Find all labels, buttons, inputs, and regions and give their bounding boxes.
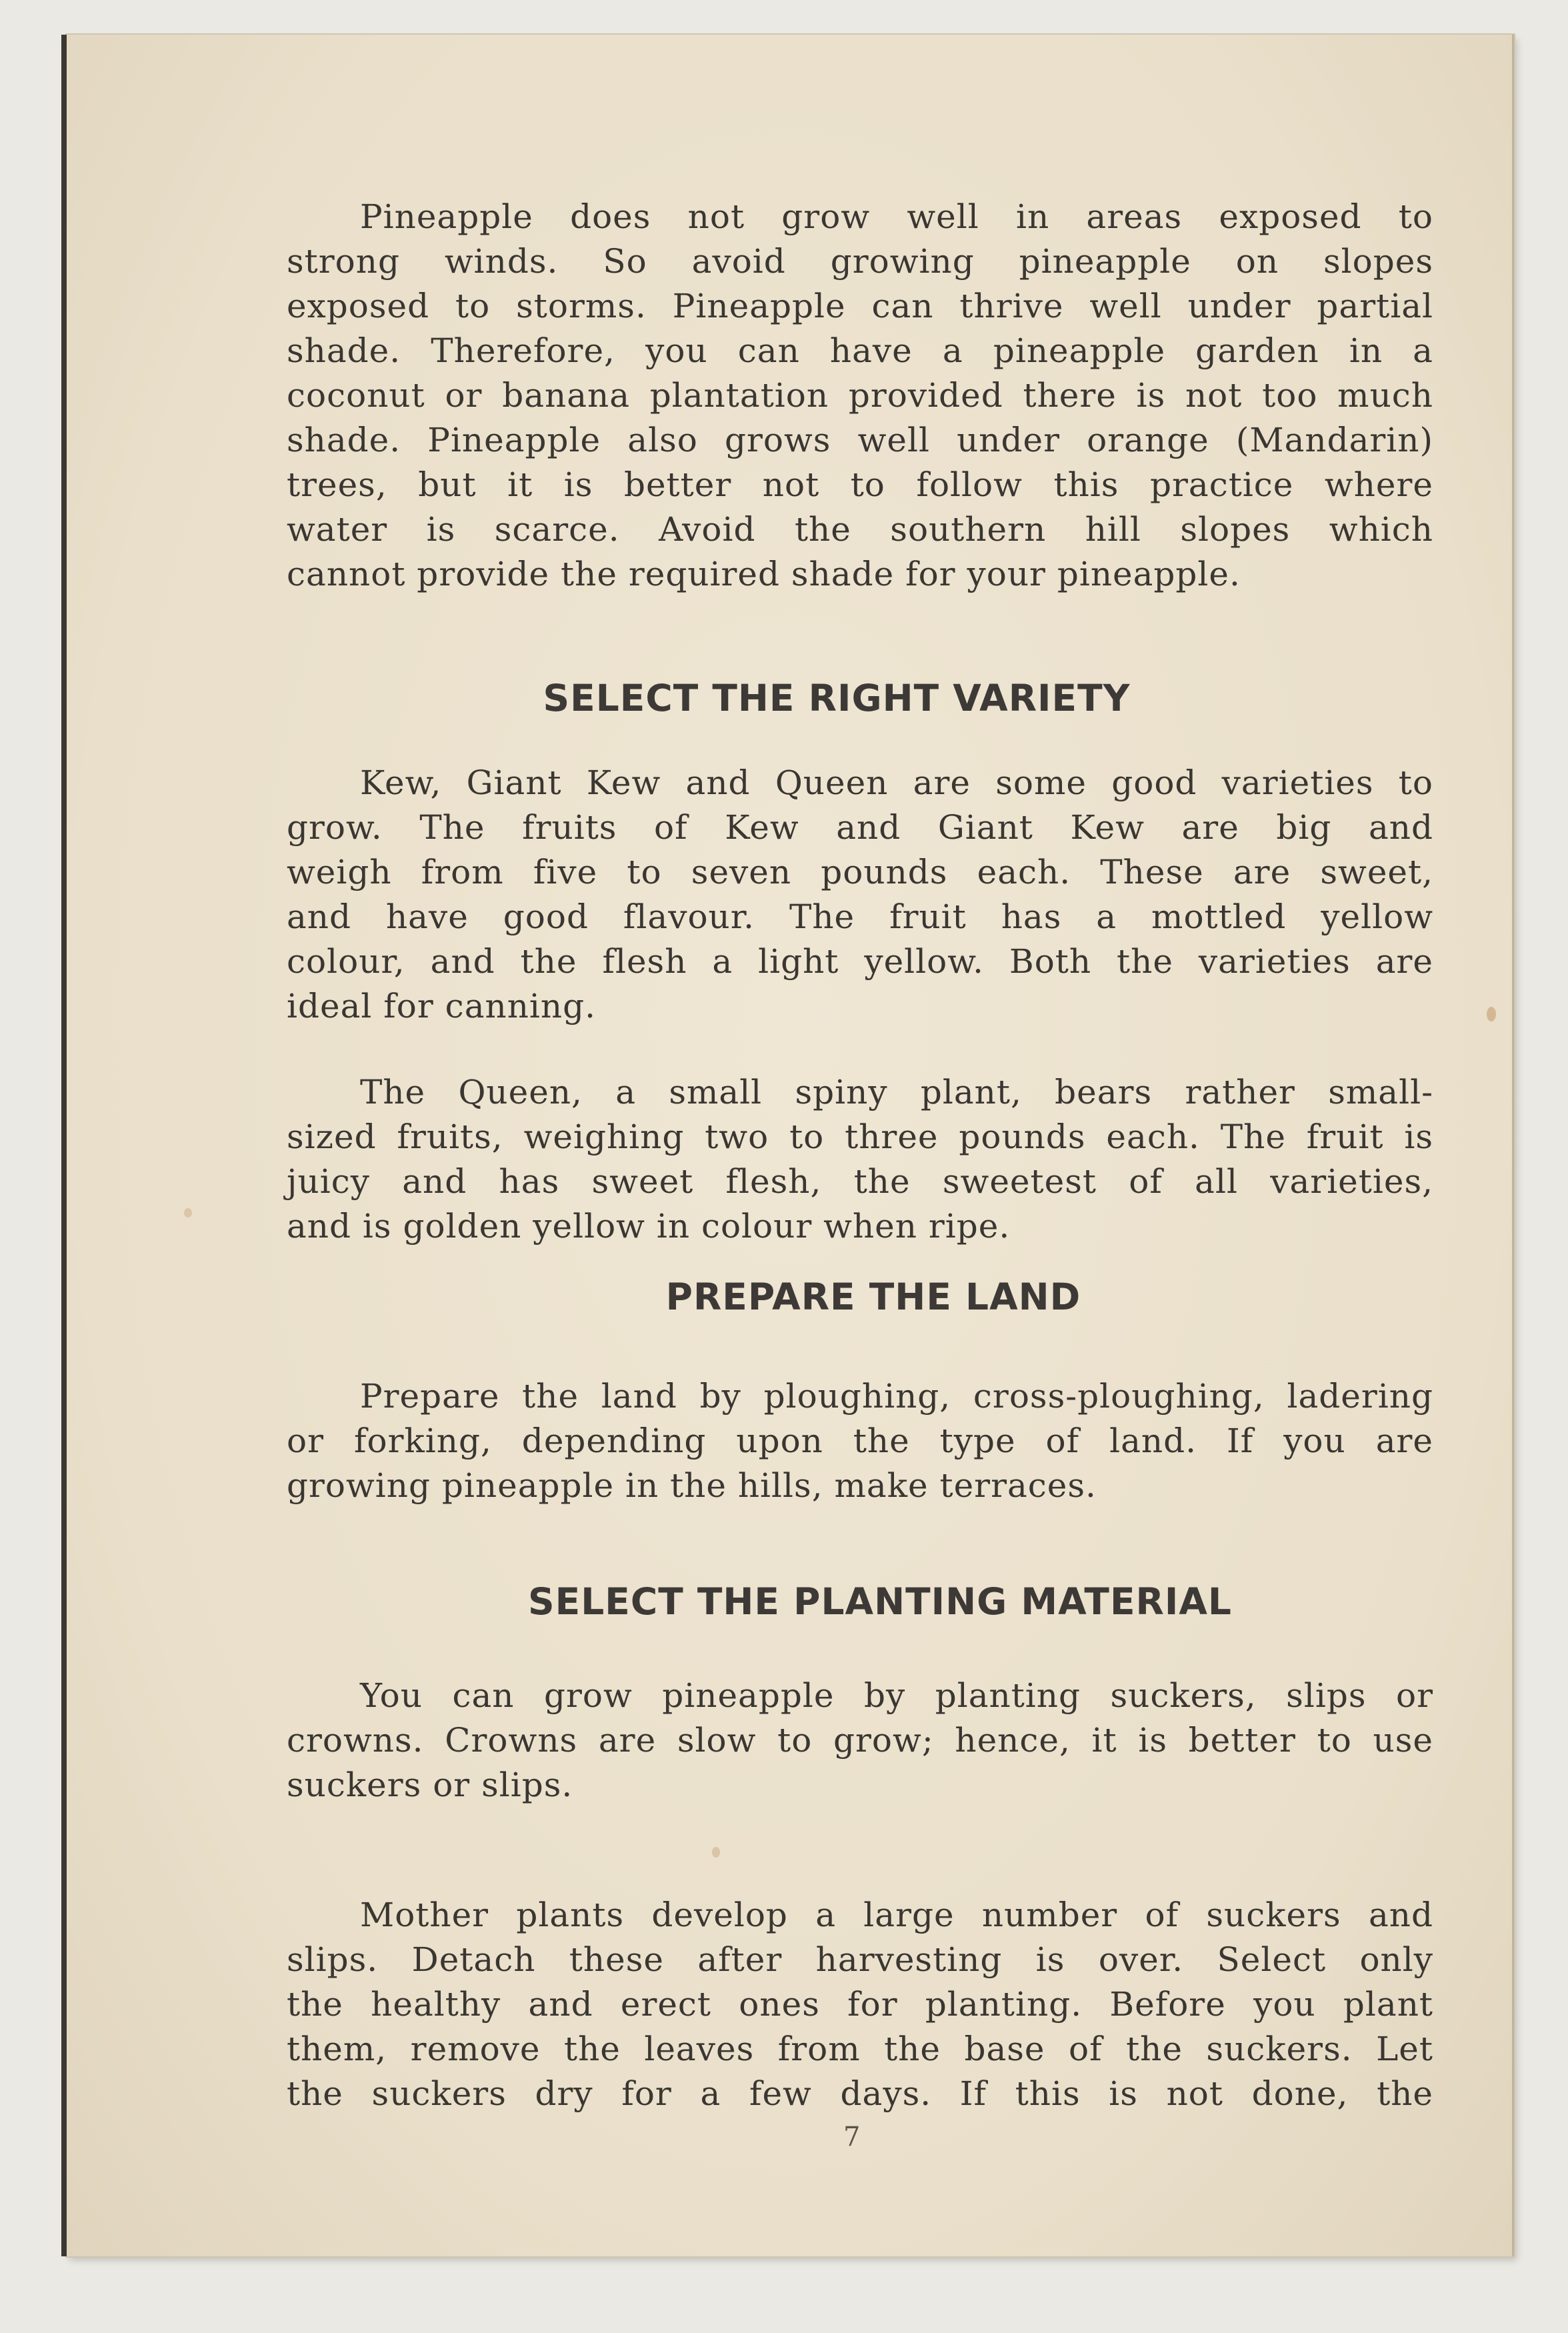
text-line: slips. Detach these after harvesting is over. Select only <box>287 1940 1433 1979</box>
text-line: Kew, Giant Kew and Queen are some good varieties to <box>360 763 1433 802</box>
text-line: sized fruits, weighing two to three pounds each. The fruit is <box>287 1117 1433 1156</box>
text-line: and have good flavour. The fruit has a mottled yellow <box>287 897 1433 936</box>
text-line: Pineapple does not grow well in areas exposed to <box>360 197 1433 236</box>
page-content <box>287 195 1433 2116</box>
stain-spot <box>1487 1007 1496 1021</box>
paragraph-land-preparation <box>287 1374 1433 1508</box>
text-line: juicy and has sweet flesh, the sweetest of all varieties, <box>287 1162 1433 1201</box>
paragraph-queen-variety <box>287 1070 1433 1249</box>
text-line: Mother plants develop a large number of suckers and <box>360 1896 1433 1934</box>
text-line: Prepare the land by ploughing, cross-ploughing, ladering <box>360 1377 1433 1416</box>
text-line: and is golden yellow in colour when ripe. <box>287 1207 1011 1246</box>
text-line: colour, and the flesh a light yellow. Both the varieties are <box>287 942 1433 981</box>
heading-prepare-land: PREPARE THE LAND <box>665 1276 1081 1318</box>
document-page <box>67 35 1514 2256</box>
text-line: crowns. Crowns are slow to grow; hence, it is better to use <box>287 1721 1433 1760</box>
paragraph-mother-plants <box>287 1893 1433 2116</box>
heading-select-variety: SELECT THE RIGHT VARIETY <box>543 677 1131 719</box>
text-line: the suckers dry for a few days. If this is not done, the <box>287 2074 1433 2113</box>
paragraph-planting-options <box>287 1674 1433 1808</box>
text-line: or forking, depending upon the type of land. If you are <box>287 1422 1433 1460</box>
paragraph-wind-exposure <box>287 195 1433 597</box>
text-line: ideal for canning. <box>287 987 596 1025</box>
text-line: shade. Pineapple also grows well under orange (Mandarin) <box>287 421 1433 459</box>
text-line: suckers or slips. <box>287 1766 573 1804</box>
text-line: cannot provide the required shade for your pineapple. <box>287 555 1241 593</box>
text-line: strong winds. So avoid growing pineapple on slopes <box>287 242 1433 281</box>
text-line: grow. The fruits of Kew and Giant Kew are big and <box>287 808 1433 847</box>
text-line: You can grow pineapple by planting suckers, slips or <box>360 1676 1433 1715</box>
text-line: shade. Therefore, you can have a pineapple garden in a <box>287 331 1433 370</box>
text-line: weigh from five to seven pounds each. These are sweet, <box>287 853 1433 891</box>
paragraph-varieties <box>287 761 1433 1029</box>
stain-spot <box>184 1208 192 1218</box>
page-number: 7 <box>843 2122 861 2152</box>
text-line: them, remove the leaves from the base of the suckers. Let <box>287 2030 1433 2068</box>
heading-planting-material: SELECT THE PLANTING MATERIAL <box>528 1580 1232 1623</box>
text-line: growing pineapple in the hills, make terraces. <box>287 1466 1097 1505</box>
text-line: exposed to storms. Pineapple can thrive well under partial <box>287 287 1433 325</box>
text-line: coconut or banana plantation provided there is not too much <box>287 376 1433 415</box>
text-line: the healthy and erect ones for planting. Before you plant <box>287 1985 1433 2024</box>
text-line: trees, but it is better not to follow this practice where <box>287 465 1433 504</box>
text-line: water is scarce. Avoid the southern hill slopes which <box>287 510 1433 549</box>
text-line: The Queen, a small spiny plant, bears rather small- <box>360 1073 1433 1111</box>
